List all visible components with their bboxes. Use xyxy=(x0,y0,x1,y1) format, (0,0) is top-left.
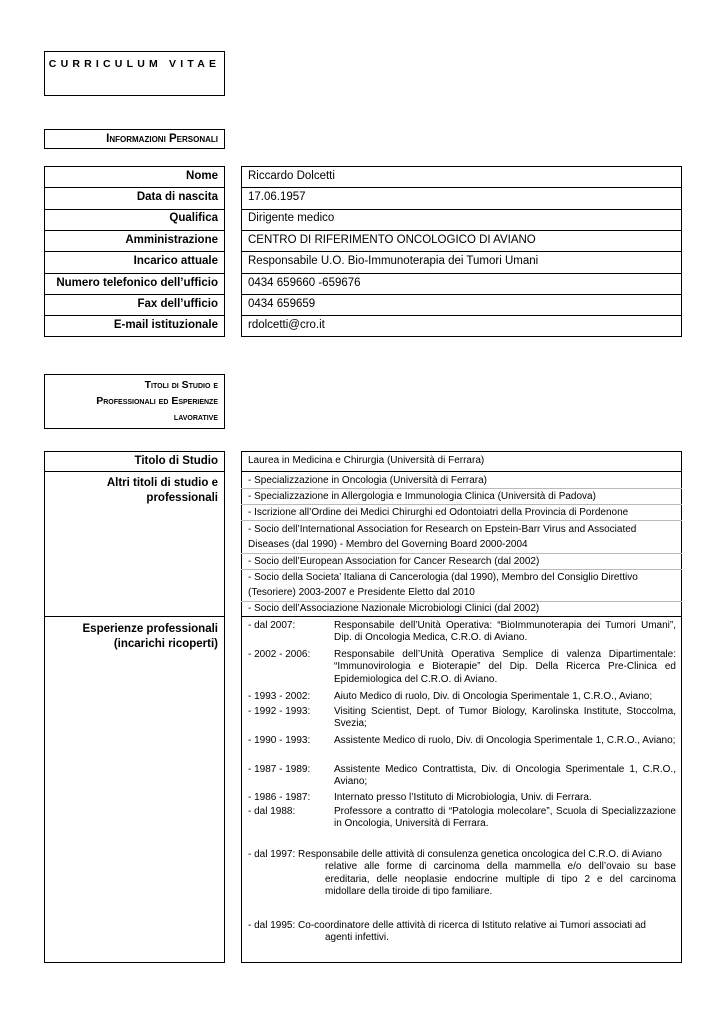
studies-labels-column xyxy=(44,451,225,963)
coordinamento-paragraph xyxy=(248,920,676,945)
altri-item: - Iscrizione all’Ordine dei Medici Chirurghi ed Odontoiatri della Provincia di Pordenone xyxy=(248,507,629,518)
row-divider xyxy=(241,488,682,489)
row-divider xyxy=(44,230,225,231)
row-divider xyxy=(241,553,682,554)
experience-item xyxy=(248,706,676,731)
value-titolo-studio: Laurea in Medicina e Chirurgia (Università di Ferrara) xyxy=(248,455,485,466)
experience-text: Responsabile dell’Unità Operativa: “BioImmunoterapia dei Tumori Umani”, Dip. di Oncologia Medica, C.R.O. di Aviano. xyxy=(334,620,676,644)
experience-item xyxy=(248,735,676,747)
experience-text: Aiuto Medico di ruolo, Div. di Oncologia Sperimentale 1, C.R.O., Aviano; xyxy=(334,691,653,702)
value-data-nascita: 17.06.1957 xyxy=(248,191,306,203)
experience-text: Visiting Scientist, Dept. of Tumor Biology, Karolinska Institute, Stoccolma, Svezia; xyxy=(334,706,676,730)
coordinamento-first-line: - dal 1995: Co-coordinatore delle attività di ricerca di Istituto relative ai Tumori associati ad xyxy=(248,920,646,931)
label-altri-line: professionali xyxy=(146,491,218,504)
experience-text: Responsabile dell’Unità Operativa Semplice di valenza Dipartimentale: “Immunovirologia e Bioterapie” del Dip. Della Ricerca Pre-Clinica ed Epidemiologica del C.R.O. di Aviano. xyxy=(334,649,676,685)
label-incarico: Incarico attuale xyxy=(133,255,218,267)
row-divider xyxy=(241,230,682,231)
label-titolo-studio: Titolo di Studio xyxy=(134,455,218,467)
label-data-nascita: Data di nascita xyxy=(136,191,218,203)
consulenza-continuation: relative alle forme di carcinoma della mammella e/o dell’ovaio su base ereditaria, delle neoplasie endocrine multiple di tipo 2 e del carcinoma midollare della tiroide di tipo familiare. xyxy=(325,861,676,897)
label-nome: Nome xyxy=(186,170,218,182)
altri-item: - Socio dell’International Association for Research on Epstein-Barr Virus and Associated xyxy=(248,524,637,535)
experience-date: - dal 2007: xyxy=(248,620,296,631)
experience-date: - 1990 - 1993: xyxy=(248,735,311,746)
row-divider xyxy=(44,251,225,252)
experience-date: - 1993 - 2002: xyxy=(248,691,311,702)
experience-date: - 1986 - 1987: xyxy=(248,792,311,803)
row-divider xyxy=(241,601,682,602)
studies-heading-line: Professionali ed Esperienze xyxy=(96,395,218,407)
experience-item xyxy=(248,764,676,789)
row-divider xyxy=(241,504,682,505)
studies-heading-line: lavorative xyxy=(173,411,218,423)
experience-item xyxy=(248,806,676,831)
label-amministrazione: Amministrazione xyxy=(125,234,218,246)
altri-item: - Specializzazione in Oncologia (Università di Ferrara) xyxy=(248,475,487,486)
row-divider xyxy=(44,187,225,188)
label-altri-titoli xyxy=(44,476,225,505)
row-divider xyxy=(44,616,225,617)
label-esperienze xyxy=(44,622,225,652)
row-divider xyxy=(241,569,682,570)
row-divider xyxy=(44,294,225,295)
label-altri-line: Altri titoli di studio e xyxy=(106,477,218,489)
label-esperienze-line: Esperienze professionali xyxy=(82,623,218,635)
row-divider xyxy=(241,315,682,316)
row-divider xyxy=(44,315,225,316)
label-qualifica: Qualifica xyxy=(169,212,218,224)
row-divider xyxy=(241,209,682,210)
row-divider xyxy=(44,209,225,210)
value-nome: Riccardo Dolcetti xyxy=(248,170,335,182)
cv-title: CURRICULUM VITAE xyxy=(44,51,225,96)
value-amministrazione: CENTRO DI RIFERIMENTO ONCOLOGICO DI AVIANO xyxy=(248,234,536,246)
row-divider xyxy=(241,273,682,274)
experience-text: Assistente Medico di ruolo, Div. di Oncologia Sperimentale 1, C.R.O., Aviano; xyxy=(334,735,676,746)
altri-item: - Socio dell’European Association for Cancer Research (dal 2002) xyxy=(248,556,540,567)
row-divider xyxy=(241,616,682,617)
value-qualifica: Dirigente medico xyxy=(248,212,335,224)
altri-item: - Specializzazione in Allergologia e Immunologia Clinica (Università di Padova) xyxy=(248,491,596,502)
label-email: E-mail istituzionale xyxy=(113,319,218,331)
value-email: rdolcetti@cro.it xyxy=(248,319,325,331)
consulenza-paragraph xyxy=(248,849,676,898)
experience-date: - 1987 - 1989: xyxy=(248,764,311,775)
altri-item: (Tesoriere) 2003-2007 e Presidente Eletto dal 2010 xyxy=(248,587,475,598)
section-heading-studies xyxy=(44,374,225,429)
experience-item xyxy=(248,649,676,686)
value-fax: 0434 659659 xyxy=(248,298,316,310)
label-fax: Fax dell’ufficio xyxy=(137,298,218,310)
row-divider xyxy=(44,273,225,274)
value-incarico: Responsabile U.O. Bio-Immunoterapia dei Tumori Umani xyxy=(248,255,539,267)
label-esperienze-line: (incarichi ricoperti) xyxy=(113,638,218,650)
row-divider xyxy=(241,251,682,252)
coordinamento-continuation: agenti infettivi. xyxy=(325,932,389,944)
experience-date: - 2002 - 2006: xyxy=(248,649,311,660)
value-telefono: 0434 659660 -659676 xyxy=(248,277,361,289)
altri-item: - Socio della Societa’ Italiana di Cancerologia (dal 1990), Membro del Consiglio Direttivo xyxy=(248,572,638,583)
consulenza-first-line: - dal 1997: Responsabile delle attività di consulenza genetica oncologica del C.R.O. di Aviano xyxy=(248,849,662,860)
label-telefono: Numero telefonico dell’ufficio xyxy=(56,277,218,289)
experience-date: - 1992 - 1993: xyxy=(248,706,311,717)
section-heading-personal xyxy=(44,129,225,149)
experience-item xyxy=(248,691,676,703)
studies-heading-line: Titoli di Studio e xyxy=(144,379,218,391)
altri-item: Diseases (dal 1990) - Membro del Governing Board 2000-2004 xyxy=(248,539,528,550)
experience-item xyxy=(248,792,676,804)
row-divider xyxy=(241,520,682,521)
personal-heading-text: Informazioni Personali xyxy=(106,133,218,145)
experience-text: Assistente Medico Contrattista, Div. di Oncologia Sperimentale 1, C.R.O., Aviano; xyxy=(334,764,676,788)
row-divider xyxy=(241,187,682,188)
experience-text: Internato presso l’Istituto di Microbiologia, Univ. di Ferrara. xyxy=(334,792,592,803)
row-divider xyxy=(241,294,682,295)
row-divider xyxy=(241,471,682,472)
experience-date: - dal 1988: xyxy=(248,806,296,817)
altri-item: - Socio dell’Associazione Nazionale Microbiologi Clinici (dal 2002) xyxy=(248,603,540,614)
row-divider xyxy=(44,471,225,472)
experience-text: Professore a contratto di “Patologia molecolare”, Scuola di Specializzazione in Oncologia, Università di Ferrara. xyxy=(334,806,676,830)
experience-item xyxy=(248,620,676,645)
